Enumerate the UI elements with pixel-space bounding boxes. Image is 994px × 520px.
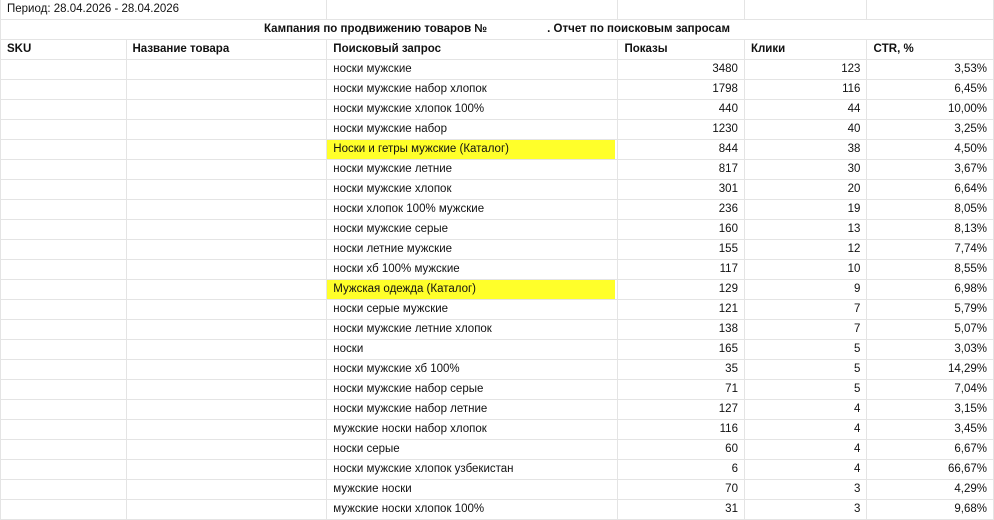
cell-query[interactable]: мужские носки набор хлопок (327, 420, 618, 440)
cell-clicks[interactable]: 4 (744, 420, 866, 440)
cell-name[interactable] (126, 420, 327, 440)
cell-name[interactable] (126, 300, 327, 320)
cell-clicks[interactable]: 7 (744, 300, 866, 320)
cell-name[interactable] (126, 240, 327, 260)
report-title-suffix: . Отчет по поисковым запросам (547, 23, 730, 35)
cell-query[interactable]: носки мужские летние хлопок (327, 320, 618, 340)
cell-ctr[interactable]: 7,74% (867, 240, 994, 260)
table-row (1, 320, 994, 340)
cell-sku[interactable] (1, 460, 127, 480)
cell-query[interactable]: носки мужские летние (327, 160, 618, 180)
header-name[interactable]: Название товара (126, 40, 327, 60)
cell-shows[interactable]: 440 (618, 100, 745, 120)
header-clicks[interactable]: Клики (744, 40, 866, 60)
cell-shows[interactable]: 31 (618, 500, 745, 520)
cell-name[interactable] (126, 440, 327, 460)
table-row (1, 140, 994, 160)
cell-sku[interactable] (1, 480, 127, 500)
cell-shows[interactable]: 127 (618, 400, 745, 420)
table-row (1, 80, 994, 100)
cell-ctr[interactable]: 10,00% (867, 100, 994, 120)
cell-sku[interactable] (1, 360, 127, 380)
cell-shows[interactable]: 138 (618, 320, 745, 340)
table-row (1, 60, 994, 80)
cell-shows[interactable]: 35 (618, 360, 745, 380)
cell-ctr[interactable]: 4,29% (867, 480, 994, 500)
cell-name[interactable] (126, 280, 327, 300)
cell-ctr[interactable]: 14,29% (867, 360, 994, 380)
cell-shows[interactable]: 60 (618, 440, 745, 460)
cell-shows[interactable]: 1230 (618, 120, 745, 140)
cell-ctr[interactable]: 6,67% (867, 440, 994, 460)
header-shows[interactable]: Показы (618, 40, 745, 60)
cell-ctr[interactable]: 6,98% (867, 280, 994, 300)
header-row (1, 40, 994, 60)
table-row (1, 260, 994, 280)
cell-query[interactable]: носки серые (327, 440, 618, 460)
cell-query[interactable] (327, 280, 618, 300)
cell-query[interactable]: носки мужские хлопок узбекистан (327, 460, 618, 480)
cell-sku[interactable] (1, 400, 127, 420)
table-row (1, 180, 994, 200)
cell-shows[interactable]: 155 (618, 240, 745, 260)
cell-ctr[interactable]: 5,07% (867, 320, 994, 340)
cell-sku[interactable] (1, 260, 127, 280)
cell-name[interactable] (126, 480, 327, 500)
cell-ctr[interactable]: 4,50% (867, 140, 994, 160)
table-row (1, 480, 994, 500)
header-ctr[interactable]: CTR, % (867, 40, 994, 60)
cell-shows[interactable]: 817 (618, 160, 745, 180)
table-row (1, 360, 994, 380)
cell-shows[interactable]: 844 (618, 140, 745, 160)
cell-shows[interactable]: 116 (618, 420, 745, 440)
cell-name[interactable] (126, 360, 327, 380)
cell-clicks[interactable]: 5 (744, 340, 866, 360)
highlighted-query: Мужская одежда (Каталог) (327, 280, 615, 299)
table-row (1, 340, 994, 360)
cell-sku[interactable] (1, 380, 127, 400)
cell-ctr[interactable]: 6,45% (867, 80, 994, 100)
cell-sku[interactable] (1, 320, 127, 340)
cell-query[interactable]: мужские носки хлопок 100% (327, 500, 618, 520)
table-row (1, 500, 994, 520)
cell-ctr[interactable]: 8,05% (867, 200, 994, 220)
cell-shows[interactable]: 121 (618, 300, 745, 320)
report-title-text: Кампания по продвижению товаров № (264, 23, 488, 35)
cell-query[interactable]: носки (327, 340, 618, 360)
cell-sku[interactable] (1, 100, 127, 120)
cell-name[interactable] (126, 140, 327, 160)
cell-sku[interactable] (1, 60, 127, 80)
cell-ctr[interactable]: 6,64% (867, 180, 994, 200)
report-title[interactable] (1, 20, 994, 40)
cell-query[interactable]: мужские носки (327, 480, 618, 500)
cell-sku[interactable] (1, 80, 127, 100)
header-sku[interactable]: SKU (1, 40, 127, 60)
cell-shows[interactable]: 1798 (618, 80, 745, 100)
cell-clicks[interactable]: 5 (744, 380, 866, 400)
cell-query[interactable]: носки мужские хб 100% (327, 360, 618, 380)
cell-name[interactable] (126, 160, 327, 180)
cell-ctr[interactable]: 8,55% (867, 260, 994, 280)
cell-name[interactable] (126, 220, 327, 240)
cell-clicks[interactable]: 7 (744, 320, 866, 340)
table-row (1, 240, 994, 260)
table-row (1, 220, 994, 240)
cell-name[interactable] (126, 180, 327, 200)
table-row (1, 420, 994, 440)
cell-name[interactable] (126, 380, 327, 400)
period-cell[interactable]: Период: 28.04.2026 - 28.04.2026 (1, 0, 327, 20)
cell-clicks[interactable]: 4 (744, 460, 866, 480)
cell-sku[interactable] (1, 500, 127, 520)
cell-ctr[interactable]: 3,03% (867, 340, 994, 360)
highlighted-query: Носки и гетры мужские (Каталог) (327, 140, 615, 159)
cell-sku[interactable] (1, 180, 127, 200)
cell-sku[interactable] (1, 280, 127, 300)
period-row (1, 0, 994, 20)
cell-query[interactable]: носки серые мужские (327, 300, 618, 320)
cell-ctr[interactable]: 9,68% (867, 500, 994, 520)
cell-ctr[interactable]: 8,13% (867, 220, 994, 240)
table-row (1, 300, 994, 320)
cell-sku[interactable] (1, 220, 127, 240)
cell-ctr[interactable]: 3,45% (867, 420, 994, 440)
report-title-row (1, 20, 994, 40)
cell-shows[interactable]: 301 (618, 180, 745, 200)
cell-name[interactable] (126, 320, 327, 340)
cell-query[interactable]: носки мужские (327, 60, 618, 80)
cell-query[interactable] (327, 140, 618, 160)
cell-clicks[interactable]: 9 (744, 280, 866, 300)
cell-sku[interactable] (1, 340, 127, 360)
cell-query[interactable]: носки мужские хлопок (327, 180, 618, 200)
cell-shows[interactable]: 117 (618, 260, 745, 280)
cell-clicks[interactable]: 44 (744, 100, 866, 120)
cell-clicks[interactable]: 116 (744, 80, 866, 100)
table-row (1, 120, 994, 140)
cell-name[interactable] (126, 340, 327, 360)
cell-query[interactable]: носки хлопок 100% мужские (327, 200, 618, 220)
cell-name[interactable] (126, 120, 327, 140)
cell-clicks[interactable]: 123 (744, 60, 866, 80)
cell-ctr[interactable]: 7,04% (867, 380, 994, 400)
cell-query[interactable]: носки мужские хлопок 100% (327, 100, 618, 120)
cell-sku[interactable] (1, 420, 127, 440)
cell-name[interactable] (126, 500, 327, 520)
cell-name[interactable] (126, 400, 327, 420)
cell-name[interactable] (126, 460, 327, 480)
cell-clicks[interactable]: 4 (744, 400, 866, 420)
cell-clicks[interactable]: 3 (744, 480, 866, 500)
table-row (1, 440, 994, 460)
table-row (1, 380, 994, 400)
cell-ctr[interactable]: 66,67% (867, 460, 994, 480)
cell-shows[interactable]: 70 (618, 480, 745, 500)
cell-shows[interactable]: 165 (618, 340, 745, 360)
table-row (1, 200, 994, 220)
cell-sku[interactable] (1, 140, 127, 160)
cell-clicks[interactable]: 19 (744, 200, 866, 220)
cell-shows[interactable]: 71 (618, 380, 745, 400)
cell-clicks[interactable]: 13 (744, 220, 866, 240)
cell-shows[interactable]: 129 (618, 280, 745, 300)
cell-name[interactable] (126, 80, 327, 100)
cell-query[interactable]: носки мужские набор хлопок (327, 80, 618, 100)
cell-query[interactable]: носки мужские набор (327, 120, 618, 140)
cell-name[interactable] (126, 200, 327, 220)
cell-clicks[interactable]: 40 (744, 120, 866, 140)
cell-sku[interactable] (1, 300, 127, 320)
cell-clicks[interactable]: 20 (744, 180, 866, 200)
cell-sku[interactable] (1, 240, 127, 260)
cell-clicks[interactable]: 4 (744, 440, 866, 460)
table-row (1, 280, 994, 300)
table-row (1, 160, 994, 180)
cell-query[interactable]: носки мужские серые (327, 220, 618, 240)
cell-ctr[interactable]: 3,53% (867, 60, 994, 80)
cell-clicks[interactable]: 3 (744, 500, 866, 520)
cell-shows[interactable]: 3480 (618, 60, 745, 80)
cell-clicks[interactable]: 30 (744, 160, 866, 180)
cell-clicks[interactable]: 10 (744, 260, 866, 280)
cell-shows[interactable]: 160 (618, 220, 745, 240)
cell-query[interactable]: носки хб 100% мужские (327, 260, 618, 280)
cell-sku[interactable] (1, 440, 127, 460)
cell-ctr[interactable]: 3,25% (867, 120, 994, 140)
cell-name[interactable] (126, 260, 327, 280)
cell-query[interactable]: носки летние мужские (327, 240, 618, 260)
cell-name[interactable] (126, 60, 327, 80)
header-query[interactable]: Поисковый запрос (327, 40, 618, 60)
cell-sku[interactable] (1, 160, 127, 180)
cell-query[interactable]: носки мужские набор летние (327, 400, 618, 420)
table-row (1, 100, 994, 120)
cell-shows[interactable]: 236 (618, 200, 745, 220)
cell-clicks[interactable]: 5 (744, 360, 866, 380)
cell-name[interactable] (126, 100, 327, 120)
cell-clicks[interactable]: 38 (744, 140, 866, 160)
cell-sku[interactable] (1, 120, 127, 140)
table-row (1, 460, 994, 480)
cell-sku[interactable] (1, 200, 127, 220)
cell-query[interactable]: носки мужские набор серые (327, 380, 618, 400)
cell-ctr[interactable]: 3,67% (867, 160, 994, 180)
cell-clicks[interactable]: 12 (744, 240, 866, 260)
table-row (1, 400, 994, 420)
cell-shows[interactable]: 6 (618, 460, 745, 480)
cell-ctr[interactable]: 5,79% (867, 300, 994, 320)
cell-ctr[interactable]: 3,15% (867, 400, 994, 420)
